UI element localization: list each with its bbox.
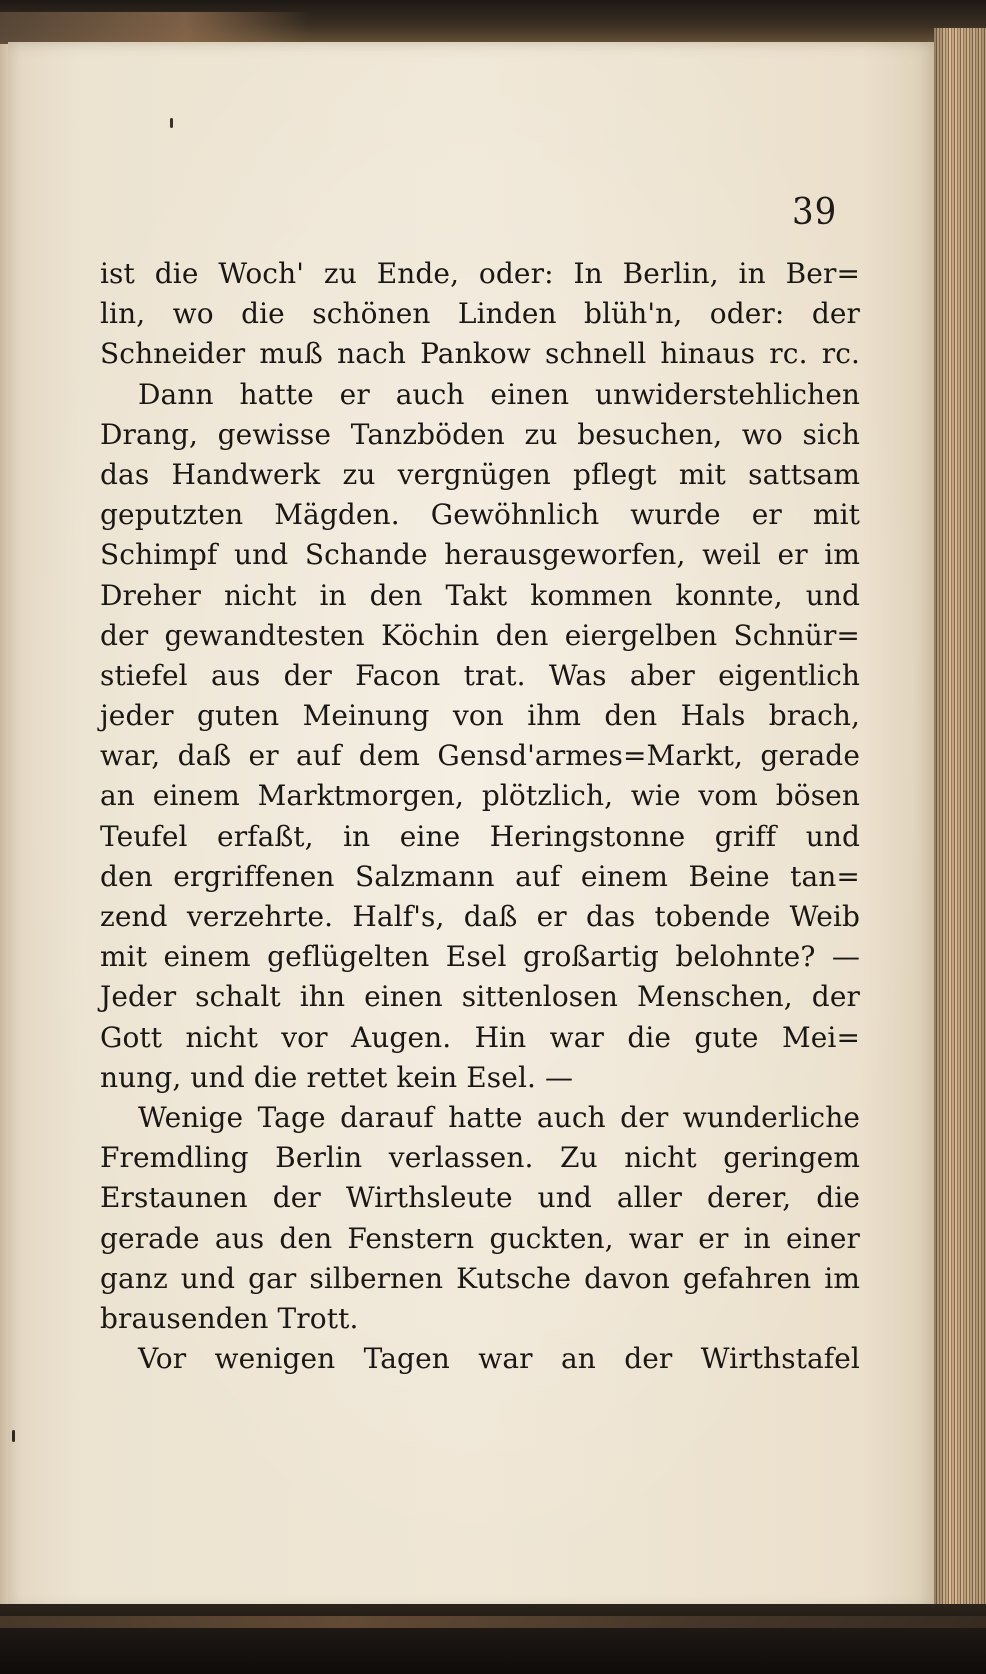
text-line: Teufel erfaßt, in eine Heringstonne griff und (100, 819, 860, 853)
ink-mark (170, 118, 173, 128)
book-page (8, 42, 936, 1610)
text-line: Gott nicht vor Augen. Hin war die gute Mei= (100, 1020, 860, 1054)
text-line: Drang, gewisse Tanzböden zu besuchen, wo sich (100, 417, 860, 451)
bottom-book-edge (0, 1604, 986, 1674)
text-line: brausenden Trott. (100, 1301, 359, 1335)
page-text (100, 254, 860, 1379)
text-line: Vor wenigen Tagen war an der Wirthstafel (138, 1342, 860, 1376)
top-book-edge (0, 0, 986, 46)
text-line: mit einem geflügelten Esel großartig belohnte? — (100, 940, 860, 974)
text-line: jeder guten Meinung von ihm den Hals brach, (100, 699, 860, 733)
page-number: 39 (792, 190, 838, 234)
text-line: war, daß er auf dem Gensd'armes=Markt, gerade (100, 739, 860, 773)
text-line: das Handwerk zu vergnügen pflegt mit sattsam (100, 457, 860, 491)
text-line: Schneider muß nach Pankow schnell hinaus rc. rc. (100, 337, 860, 371)
text-line: geputzten Mägden. Gewöhnlich wurde er mit (100, 498, 860, 532)
text-line: Erstaunen der Wirthsleute und aller derer, die (100, 1181, 860, 1215)
text-line: stiefel aus der Facon trat. Was aber eigentlich (100, 658, 860, 692)
text-line: Schimpf und Schande herausgeworfen, weil er im (100, 538, 860, 572)
text-line: zend verzehrte. Half's, daß er das tobende Weib (100, 900, 860, 933)
text-line: Jeder schalt ihn einen sittenlosen Menschen, der (100, 980, 860, 1014)
text-line: Fremdling Berlin verlassen. Zu nicht geringem (100, 1141, 860, 1175)
text-line: ganz und gar silbernen Kutsche davon gefahren im (100, 1261, 860, 1295)
text-line: nung, und die rettet kein Esel. — (100, 1060, 574, 1094)
text-line: Wenige Tage darauf hatte auch der wunderliche (138, 1100, 860, 1134)
text-line: lin, wo die schönen Linden blüh'n, oder: der (100, 297, 860, 331)
text-line: den ergriffenen Salzmann auf einem Beine tan= (100, 859, 860, 893)
text-line: ist die Woch' zu Ende, oder: In Berlin, in Ber= (100, 257, 860, 290)
page-block-edges (934, 28, 986, 1618)
text-line: Dreher nicht in den Takt kommen konnte, und (100, 578, 860, 612)
text-line: gerade aus den Fenstern guckten, war er in einer (100, 1221, 860, 1255)
text-line: Dann hatte er auch einen unwiderstehlichen (138, 377, 860, 411)
margin-mark (12, 1430, 15, 1442)
text-line: der gewandtesten Köchin den eiergelben Schnür= (100, 618, 860, 652)
text-line: an einem Marktmorgen, plötzlich, wie vom bösen (100, 779, 860, 813)
